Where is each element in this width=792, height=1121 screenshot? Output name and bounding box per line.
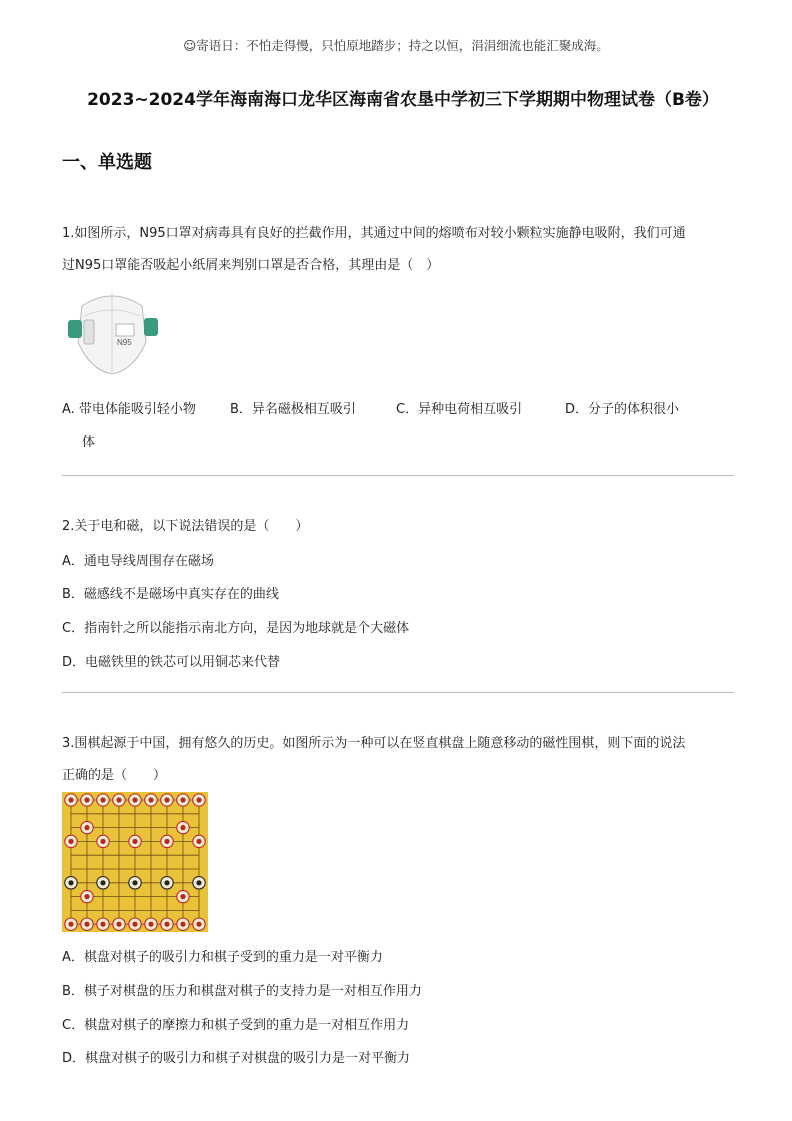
magnetic-chess-board-image — [62, 792, 208, 932]
chess-piece-mark — [100, 797, 105, 802]
chess-piece-mark — [84, 894, 89, 899]
chess-piece-mark — [84, 825, 89, 830]
question-2-stem: 2.关于电和磁，以下说法错误的是（ ） — [62, 519, 309, 534]
chess-piece-mark — [132, 839, 137, 844]
question-2-option-d[interactable]: D．电磁铁里的铁芯可以用铜芯来代替 — [62, 655, 281, 670]
question-3-option-d[interactable]: D．棋盘对棋子的吸引力和棋子对棋盘的吸引力是一对平衡力 — [62, 1051, 411, 1066]
chess-piece-mark — [196, 880, 201, 885]
chess-piece-mark — [164, 922, 169, 927]
divider — [62, 692, 734, 693]
chess-piece-mark — [180, 922, 185, 927]
chess-piece-mark — [100, 839, 105, 844]
question-2-option-a[interactable]: A．通电导线周围存在磁场 — [62, 554, 214, 569]
question-3-option-b[interactable]: B．棋子对棋盘的压力和棋盘对棋子的支持力是一对相互作用力 — [62, 984, 422, 999]
chess-piece-mark — [180, 825, 185, 830]
question-3-stem-line2: 正确的是（ ） — [62, 768, 167, 783]
question-1-option-c[interactable]: C．异种电荷相互吸引 — [396, 402, 523, 417]
chess-piece-mark — [84, 922, 89, 927]
chess-piece-mark — [132, 797, 137, 802]
question-1-option-a[interactable]: A. 带电体能吸引轻小物 — [62, 402, 196, 417]
motto: ☺寄语日：不怕走得慢，只怕原地踏步；持之以恒，涓涓细流也能汇聚成海。 — [183, 38, 609, 53]
question-1-option-b[interactable]: B．异名磁极相互吸引 — [230, 402, 356, 417]
question-3-stem-line1: 3.围棋起源于中国，拥有悠久的历史。如图所示为一种可以在竖直棋盘上随意移动的磁性围棋，则下面的说法 — [62, 736, 686, 751]
page-title: 2023~2024学年海南海口龙华区海南省农垦中学初三下学期期中物理试卷（B卷） — [87, 90, 719, 110]
question-1-option-d[interactable]: D．分子的体积很小 — [565, 402, 680, 417]
chess-piece-mark — [116, 797, 121, 802]
chess-piece-mark — [68, 839, 73, 844]
divider — [62, 475, 734, 476]
section-heading: 一、单选题 — [62, 152, 152, 173]
chess-piece-mark — [100, 922, 105, 927]
chess-piece-mark — [100, 880, 105, 885]
chess-piece-mark — [196, 922, 201, 927]
question-1 — [62, 218, 734, 282]
chess-piece-mark — [180, 797, 185, 802]
question-2-option-c[interactable]: C．指南针之所以能指示南北方向，是因为地球就是个大磁体 — [62, 621, 410, 636]
chess-piece-mark — [84, 797, 89, 802]
chess-piece-mark — [68, 922, 73, 927]
question-3-option-a[interactable]: A．棋盘对棋子的吸引力和棋子受到的重力是一对平衡力 — [62, 950, 383, 965]
question-3-option-c[interactable]: C．棋盘对棋子的摩擦力和棋子受到的重力是一对相互作用力 — [62, 1018, 410, 1033]
chess-piece-mark — [180, 894, 185, 899]
question-1-stem-line2: 过N95口罩能否吸起小纸屑来判别口罩是否合格，其理由是（ ） — [62, 258, 440, 273]
question-1-stem-line1: 1.如图所示，N95口罩对病毒具有良好的拦截作用，其通过中间的熔喷布对较小颗粒实施静电吸附，我们可通 — [62, 226, 686, 241]
chess-piece-mark — [148, 922, 153, 927]
chess-piece-mark — [132, 922, 137, 927]
question-2-option-b[interactable]: B．磁感线不是磁场中真实存在的曲线 — [62, 587, 279, 602]
chess-piece-mark — [196, 839, 201, 844]
chess-piece-mark — [164, 797, 169, 802]
chess-piece-mark — [196, 797, 201, 802]
n95-mask-image — [64, 286, 160, 378]
question-3 — [62, 728, 734, 792]
chess-piece-mark — [148, 797, 153, 802]
mask-label: N95 — [117, 338, 132, 347]
chess-piece-mark — [68, 880, 73, 885]
chess-piece-mark — [164, 880, 169, 885]
chess-piece-mark — [164, 839, 169, 844]
chess-piece-mark — [116, 922, 121, 927]
chess-piece-mark — [132, 880, 137, 885]
chess-piece-mark — [68, 797, 73, 802]
question-1-option-a-wrap: 体 — [82, 435, 96, 450]
